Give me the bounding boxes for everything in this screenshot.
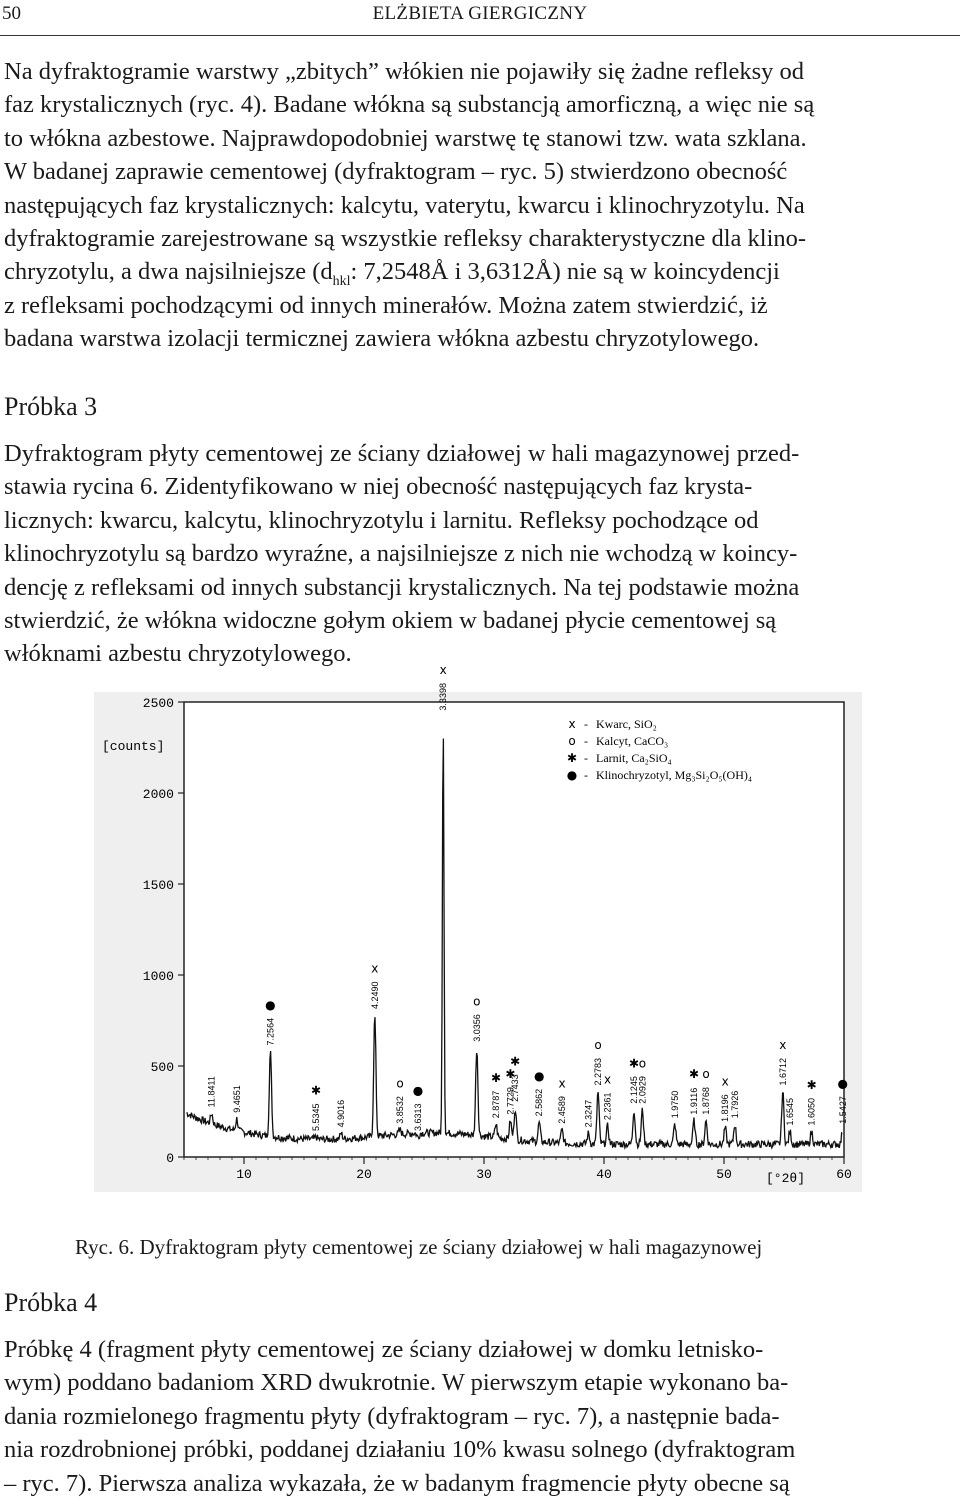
peak-d-spacing-label: 2.8787	[491, 1090, 501, 1119]
y-tick-label: 1500	[142, 878, 174, 893]
header-rule	[0, 35, 960, 36]
page-number: 50	[2, 3, 21, 24]
peak-d-spacing-label: 2.4589	[557, 1096, 567, 1124]
peak-annotation	[413, 1084, 423, 1131]
figure-caption: Ryc. 6. Dyfraktogram płyty cementowej ze ściany działowej w hali magazynowej	[75, 1235, 763, 1259]
peak-d-spacing-label: 3.6313	[413, 1103, 423, 1131]
paragraph-3	[4, 1333, 960, 1500]
phase-marker: ●	[837, 1076, 849, 1091]
legend-entry: Larnit, Ca₂SiO₄	[596, 751, 672, 765]
peak-d-spacing-label: 2.0929	[637, 1076, 648, 1104]
legend-entry: Klinochryzotyl, Mg₃Si₂O₅(OH)₄	[596, 768, 753, 782]
legend-entry: Kwarc, SiO₂	[596, 717, 657, 731]
phase-marker: x	[779, 1038, 787, 1053]
text-line: badana warstwa izolacji termicznej zawiera włókna azbestu chryzotylowego.	[4, 325, 760, 353]
phase-marker: x	[439, 663, 447, 678]
y-tick-label: 1000	[142, 969, 174, 984]
peak-d-spacing-label: 1.8768	[701, 1087, 711, 1115]
phase-marker: ✱	[310, 1083, 322, 1098]
section-heading-probka-4: Próbka 4	[4, 1288, 98, 1317]
text-span: : 7,2548Å i 3,6312Å) nie są w koincydencji	[350, 258, 780, 286]
page-header	[0, 0, 960, 30]
peak-annotation	[838, 1076, 848, 1123]
peak-annotation	[730, 1091, 740, 1119]
phase-marker: ✱	[505, 1067, 516, 1082]
legend-dash: -	[584, 751, 588, 765]
text-line: klinochryzotylu są bardzo wyraźne, a najsilniejsze z nich nie wchodzą w koincy-	[4, 540, 798, 568]
phase-marker: ✱	[806, 1078, 817, 1093]
peak-d-spacing-label: 5.5345	[311, 1103, 321, 1131]
peak-annotation	[701, 1067, 711, 1114]
peak-d-spacing-label: 3.8532	[395, 1096, 405, 1124]
peak-annotation	[510, 1054, 520, 1101]
phase-marker: o	[473, 994, 481, 1009]
text-line: dencję z refleksami od innych substancji krystalicznych. Na tej podstawie można	[4, 573, 800, 601]
peak-annotation	[534, 1069, 544, 1116]
peak-annotation	[207, 1076, 217, 1107]
peak-d-spacing-label: 1.6545	[785, 1097, 795, 1126]
peak-annotation	[778, 1038, 788, 1085]
phase-marker: x	[721, 1074, 729, 1089]
text-line: stawia rycina 6. Zidentyfikowano w niej obecność następujących faz krysta-	[4, 473, 753, 501]
diffractogram-chart	[94, 663, 862, 1192]
peak-annotation	[637, 1056, 647, 1103]
peak-annotation	[336, 1100, 346, 1128]
x-axis-label: [°2θ]	[766, 1171, 806, 1186]
peak-d-spacing-label: 11.8411	[206, 1076, 217, 1108]
y-tick-label: 0	[166, 1151, 174, 1166]
y-tick-label: 2000	[142, 787, 174, 802]
legend-dash: -	[584, 768, 588, 782]
peak-annotation	[265, 998, 275, 1045]
text-line: faz krystalicznych (ryc. 4). Badane włókna są substancją amorficzną, a więc nie są	[4, 91, 815, 119]
peak-d-spacing-label: 3.3398	[438, 683, 449, 711]
peak-annotation	[438, 663, 448, 710]
peak-annotation	[583, 1100, 593, 1128]
phase-marker: ●	[265, 998, 276, 1013]
peak-annotation	[807, 1078, 817, 1125]
peak-d-spacing-label: 4.9016	[336, 1099, 347, 1128]
peak-annotation	[720, 1074, 730, 1121]
peak-d-spacing-label: 2.7729	[505, 1087, 516, 1115]
peak-annotation	[311, 1084, 321, 1131]
legend-symbol: ✱	[566, 751, 578, 765]
phase-marker: ✱	[490, 1070, 502, 1085]
peak-annotation	[395, 1076, 405, 1123]
phase-marker: x	[371, 961, 379, 976]
peak-annotation	[232, 1085, 242, 1113]
phase-marker: x	[604, 1072, 612, 1087]
x-tick-label: 50	[716, 1167, 732, 1182]
legend-dash: -	[584, 717, 588, 731]
phase-marker: ✱	[628, 1056, 640, 1071]
text-line: dyfraktogramie zarejestrowane są wszystkie refleksy charakterystyczne dla klino-	[4, 225, 807, 253]
phase-marker: ✱	[510, 1054, 521, 1069]
x-tick-label: 30	[476, 1167, 492, 1182]
peak-annotation	[670, 1091, 680, 1119]
phase-marker: ●	[533, 1069, 545, 1084]
peak-d-spacing-label: 3.0356	[471, 1014, 482, 1042]
text-line	[4, 255, 960, 288]
text-line: Próbkę 4 (fragment płyty cementowej ze ściany działowej w domku letnisko-	[4, 1336, 764, 1363]
legend-dash: -	[584, 734, 588, 748]
peak-annotation	[557, 1076, 567, 1123]
section-heading-probka-3: Próbka 3	[4, 392, 98, 421]
peak-d-spacing-label: 1.6050	[806, 1097, 817, 1126]
text-line: następujących faz krystalicznych: kalcytu, vaterytu, kwarcu i klinochryzotylu. Na	[4, 191, 805, 219]
legend-symbol: ●	[566, 768, 578, 782]
paragraph-2	[4, 437, 960, 671]
text-span: chryzotylu, a dwa najsilniejsze (d	[4, 258, 333, 286]
paragraph-1	[4, 55, 960, 356]
y-tick-label: 2500	[142, 696, 174, 711]
peak-d-spacing-label: 2.2361	[602, 1092, 613, 1121]
peak-d-spacing-label: 1.7926	[729, 1090, 740, 1119]
text-line: włóknami azbestu chryzotylowego.	[4, 640, 352, 668]
diffractogram-figure	[94, 663, 862, 1192]
peak-d-spacing-label: 4.2490	[369, 981, 380, 1010]
text-line: W badanej zaprawie cementowej (dyfraktogram – ryc. 5) stwierdzono obecność	[4, 158, 788, 186]
peak-d-spacing-label: 2.7433	[510, 1074, 521, 1102]
legend-symbol: x	[568, 717, 576, 731]
text-line: to włókna azbestowe. Najprawdopodobniej warstwę tę stanowi tzw. wata szklana.	[4, 124, 807, 152]
peak-annotation	[593, 1038, 603, 1085]
text-line: licznych: kwarcu, kalcytu, klinochryzotylu i larnitu. Refleksy pochodzące od	[4, 506, 759, 534]
peak-d-spacing-label: 1.6712	[777, 1057, 788, 1086]
y-axis-label: [counts]	[102, 739, 165, 754]
text-line: Dyfraktogram płyty cementowej ze ściany działowej w hali magazynowej przed-	[4, 440, 800, 467]
phase-marker: x	[558, 1076, 566, 1091]
subscript-hkl: hkl	[332, 274, 351, 290]
peak-d-spacing-label: 2.1245	[629, 1076, 639, 1104]
text-line: – ryc. 7). Pierwsza analiza wykazała, że w badanym fragmencie płyty obecne są	[4, 1469, 790, 1497]
peak-d-spacing-label: 9.4651	[231, 1085, 242, 1113]
legend-entry: Kalcyt, CaCO₃	[596, 734, 669, 748]
phase-marker: ●	[412, 1083, 424, 1098]
x-tick-label: 20	[356, 1167, 372, 1182]
x-tick-label: 60	[836, 1167, 852, 1182]
peak-d-spacing-label: 1.5427	[837, 1096, 848, 1124]
phase-marker: o	[396, 1076, 404, 1091]
peak-annotation	[785, 1098, 795, 1126]
text-line: z refleksami pochodzącymi od innych minerałów. Można zatem stwierdzić, iż	[4, 291, 768, 319]
peak-annotation	[491, 1071, 501, 1118]
peak-annotation	[472, 994, 482, 1041]
legend-symbol: o	[568, 734, 576, 748]
y-tick-label: 500	[150, 1060, 174, 1075]
peak-d-spacing-label: 2.5862	[534, 1088, 545, 1117]
x-tick-label: 10	[236, 1167, 252, 1182]
text-line: Na dyfraktogramie warstwy „zbitych” włókien nie pojawiły się żadne refleksy od	[4, 58, 805, 85]
peak-annotation	[689, 1067, 699, 1114]
phase-marker: o	[638, 1056, 647, 1071]
peak-d-spacing-label: 1.9116	[689, 1087, 699, 1115]
peak-d-spacing-label: 2.2783	[593, 1057, 603, 1086]
peak-d-spacing-label: 1.9750	[669, 1090, 680, 1119]
x-tick-label: 40	[596, 1167, 612, 1182]
text-line: wym) poddano badaniom XRD dwukrotnie. W pierwszym etapie wykonano ba-	[4, 1369, 789, 1397]
text-line: dania rozmielonego fragmentu płyty (dyfraktogram – ryc. 7), a następnie bada-	[4, 1402, 780, 1430]
phase-marker: o	[594, 1038, 602, 1053]
phase-marker: o	[702, 1067, 710, 1082]
peak-d-spacing-label: 1.8196	[720, 1094, 731, 1122]
peak-annotation	[603, 1073, 613, 1120]
running-head: ELŻBIETA GIERGICZNY	[372, 3, 588, 24]
text-line: stwierdzić, że włókna widoczne gołym okiem w badanej płycie cementowej są	[4, 607, 777, 635]
peak-annotation	[370, 962, 380, 1009]
peak-d-spacing-label: 7.2564	[265, 1017, 276, 1046]
peak-d-spacing-label: 2.3247	[583, 1099, 594, 1128]
text-line: nia rozdrobnionej próbki, poddanej działaniu 10% kwasu solnego (dyfraktogram	[4, 1436, 796, 1464]
phase-marker: ✱	[688, 1067, 700, 1082]
